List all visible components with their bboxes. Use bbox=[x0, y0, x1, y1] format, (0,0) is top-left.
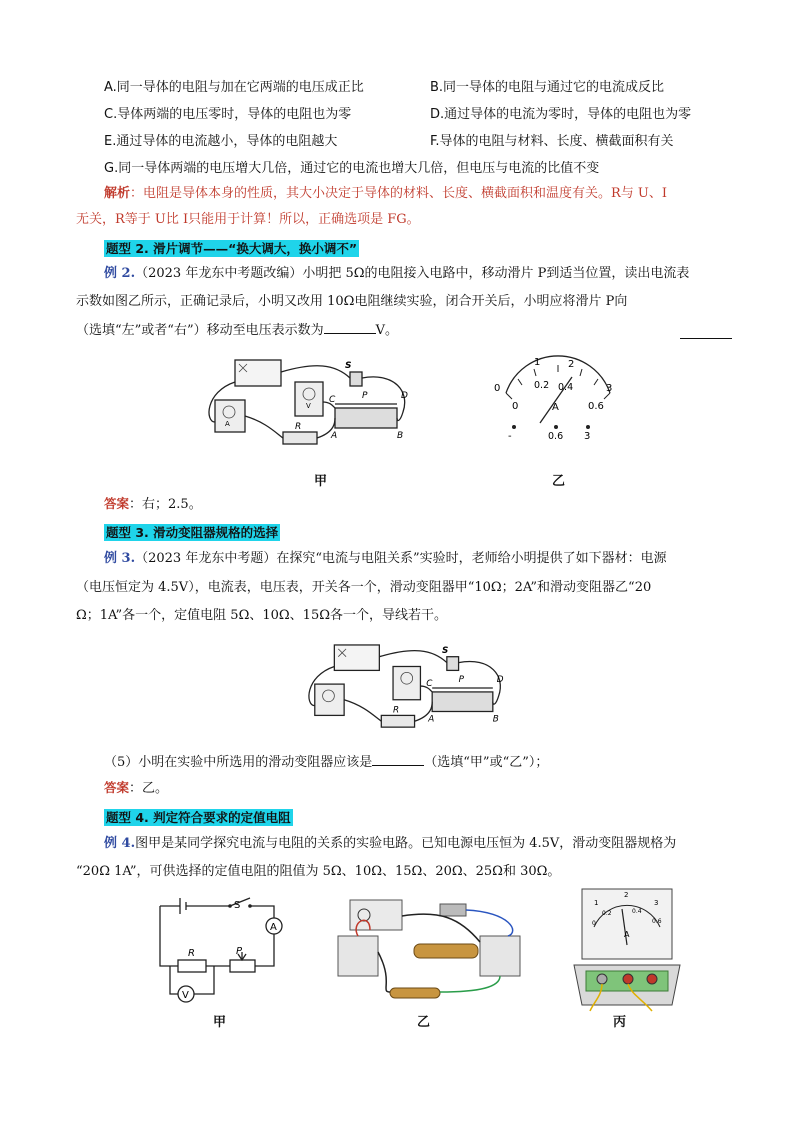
type4-tag: 题型 4. 判定符合要求的定值电阻 bbox=[106, 810, 291, 825]
ex4-schem-label-p: P bbox=[236, 946, 243, 957]
ex2-terminal-06: 0.6 bbox=[548, 431, 564, 442]
ex4-meter-tick-02: 0.2 bbox=[602, 910, 612, 917]
ex4-meter-tick-1: 1 bbox=[594, 899, 599, 907]
ex2-line2: 示数如图乙所示，正确记录后，小明又改用 10Ω电阻继续实验，闭合开关后，小明应将滑片 P向 bbox=[76, 294, 628, 309]
ex3-circ-label-s: S bbox=[441, 645, 449, 656]
ex4-meter-tick-06: 0.6 bbox=[652, 918, 662, 925]
ex3-answer-label: 答案 bbox=[104, 780, 130, 795]
type3-tag: 题型 3. 滑动变阻器规格的选择 bbox=[106, 525, 279, 540]
ex2-meter-end-0: 0 bbox=[512, 401, 519, 412]
ex3-circuit-figure bbox=[305, 636, 530, 741]
option-f: F.导体的电阻与材料、长度、横截面积有关 bbox=[430, 134, 674, 149]
ex2-meter-tick-1: 1 bbox=[534, 357, 541, 368]
ex2-blank2 bbox=[324, 320, 376, 334]
ex4-schem-label-v: V bbox=[182, 990, 189, 1001]
ex4-schem-label-a: A bbox=[270, 922, 277, 933]
ex2-ammeter-figure bbox=[488, 355, 623, 455]
ex4-caption-bing: 丙 bbox=[613, 1015, 627, 1030]
ex2-circuit-figure bbox=[205, 352, 435, 457]
ex3-q5 bbox=[104, 751, 548, 775]
ex3-label: 例 3. bbox=[104, 551, 136, 566]
ex2-meter-tick-2: 2 bbox=[568, 359, 575, 370]
type2-heading bbox=[104, 239, 359, 257]
ex2-circ-label-p: P bbox=[362, 391, 368, 401]
ex3-circ-label-c: C bbox=[426, 679, 433, 690]
ex2-circ-label-a: A bbox=[225, 420, 230, 428]
ex2-text1: （2023 年龙东中考题改编）小明把 5Ω的电阻接入电路中，移动滑片 P到适当位置，读出电流表 bbox=[135, 266, 690, 281]
ex4-line2: “20Ω 1A”，可供选择的定值电阻的阻值为 5Ω、10Ω、15Ω、20Ω、25Ω和 30Ω。 bbox=[76, 864, 561, 879]
ex2-answer-text: ：右；2.5。 bbox=[129, 497, 202, 512]
ex4-caption-jia: 甲 bbox=[213, 1015, 227, 1030]
ex4-caption-yi: 乙 bbox=[417, 1015, 431, 1030]
analysis-line2: 无关，R等于 U比 I只能用于计算！所以，正确选项是 FG。 bbox=[76, 212, 420, 227]
ex2-circ-label-a2: A bbox=[331, 431, 338, 441]
ex4-meter-tick-04: 0.4 bbox=[632, 908, 642, 915]
ex2-circ-label-v: V bbox=[306, 402, 311, 410]
option-g: G.同一导体两端的电压增大几倍，通过它的电流也增大几倍，但电压与电流的比值不变 bbox=[104, 161, 600, 176]
ex2-label: 例 2. bbox=[104, 266, 136, 281]
ex3-line3: Ω；1A”各一个，定值电阻 5Ω、10Ω、15Ω各一个，导线若干。 bbox=[76, 608, 447, 623]
analysis-text1: ：电阻是导体本身的性质，其大小决定于导体的材料、长度、横截面积和温度有关。R与 U、I bbox=[130, 186, 668, 201]
ex2-meter-tick-04: 0.4 bbox=[558, 382, 574, 393]
ex3-circ-label-r: R bbox=[393, 705, 400, 716]
type3-heading bbox=[104, 523, 280, 541]
ex2-meter-end-0-top: 0 bbox=[494, 383, 501, 394]
ex3-answer bbox=[104, 776, 168, 801]
ex2-answer bbox=[104, 492, 202, 517]
ex2-text3b: V。 bbox=[375, 323, 398, 338]
ex3-q5-text-b: （选填“甲”或“乙”）； bbox=[424, 755, 549, 770]
ex4-meter-unit: A bbox=[624, 930, 630, 939]
ex2-circ-label-b: B bbox=[397, 431, 404, 441]
ex2-answer-label: 答案 bbox=[104, 496, 130, 511]
ex4-label: 例 4. bbox=[104, 836, 136, 851]
type4-heading bbox=[104, 808, 293, 826]
option-a: A.同一导体的电阻与加在它两端的电压成正比 bbox=[104, 80, 364, 95]
ex3-q5-text-a: （5）小明在实验中所选用的滑动变阻器应该是 bbox=[104, 755, 373, 770]
ex4-ammeter-device-figure bbox=[572, 887, 682, 1012]
option-e: E.通过导体的电流越小，导体的电阻越大 bbox=[104, 134, 338, 149]
ex2-terminal-3: 3 bbox=[584, 431, 591, 442]
ex2-line1 bbox=[104, 262, 689, 286]
ex3-answer-text: ：乙。 bbox=[129, 781, 169, 796]
ex2-line3 bbox=[76, 319, 398, 343]
ex2-circ-label-r: R bbox=[295, 422, 302, 432]
option-b: B.同一导体的电阻与通过它的电流成反比 bbox=[430, 80, 665, 95]
ex3-circ-label-p: P bbox=[458, 675, 464, 686]
type2-tag: 题型 2. 滑片调节——“换大调大，换小调不” bbox=[106, 241, 358, 256]
ex2-circ-label-c: C bbox=[329, 395, 336, 405]
ex3-circ-label-a: A bbox=[428, 714, 435, 725]
ex3-q5-blank bbox=[372, 752, 424, 766]
ex4-line1 bbox=[104, 832, 676, 856]
ex2-meter-unit: A bbox=[552, 402, 559, 413]
analysis-line1 bbox=[104, 182, 667, 206]
ex4-meter-tick-3: 3 bbox=[654, 899, 659, 907]
ex2-circ-label-s: S bbox=[345, 361, 352, 371]
ex2-caption-yi: 乙 bbox=[552, 474, 566, 489]
ex2-terminal-neg: - bbox=[508, 431, 512, 442]
ex4-schem-label-r: R bbox=[188, 948, 195, 959]
ex4-schem-label-s: S bbox=[234, 900, 241, 911]
ex2-meter-tick-02: 0.2 bbox=[534, 380, 550, 391]
option-c: C.导体两端的电压零时，导体的电阻也为零 bbox=[104, 107, 352, 122]
ex2-blank1 bbox=[680, 325, 732, 339]
ex2-text3a: （选填“左”或者“右”）移动至电压表示数为 bbox=[76, 323, 324, 338]
ex4-meter-tick-0: 0 bbox=[592, 920, 596, 927]
ex4-text1: 图甲是某同学探究电流与电阻的关系的实验电路。已知电源电压恒为 4.5V，滑动变阻器规格为 bbox=[135, 836, 677, 851]
ex2-circ-label-d: D bbox=[401, 391, 408, 401]
ex3-line2: （电压恒定为 4.5V），电流表，电压表，开关各一个，滑动变阻器甲“10Ω；2A”和滑动变阻器乙“20 bbox=[76, 580, 652, 595]
option-d: D.通过导体的电流为零时，导体的电阻也为零 bbox=[430, 107, 692, 122]
ex3-line1 bbox=[104, 547, 667, 571]
ex2-meter-end-3: 3 bbox=[606, 383, 613, 394]
ex4-photo-circuit-figure bbox=[330, 892, 530, 1012]
ex3-circ-label-d: D bbox=[496, 675, 504, 686]
analysis-label: 解析 bbox=[104, 186, 131, 201]
ex3-circ-label-b: B bbox=[492, 714, 499, 725]
ex4-schematic-figure bbox=[150, 896, 295, 1006]
ex3-text1: （2023 年龙东中考题）在探究“电流与电阻关系”实验时，老师给小明提供了如下器材：电源 bbox=[135, 551, 667, 566]
ex2-caption-jia: 甲 bbox=[314, 474, 328, 489]
ex4-meter-tick-2: 2 bbox=[624, 891, 629, 899]
ex2-meter-end-06: 0.6 bbox=[588, 401, 604, 412]
